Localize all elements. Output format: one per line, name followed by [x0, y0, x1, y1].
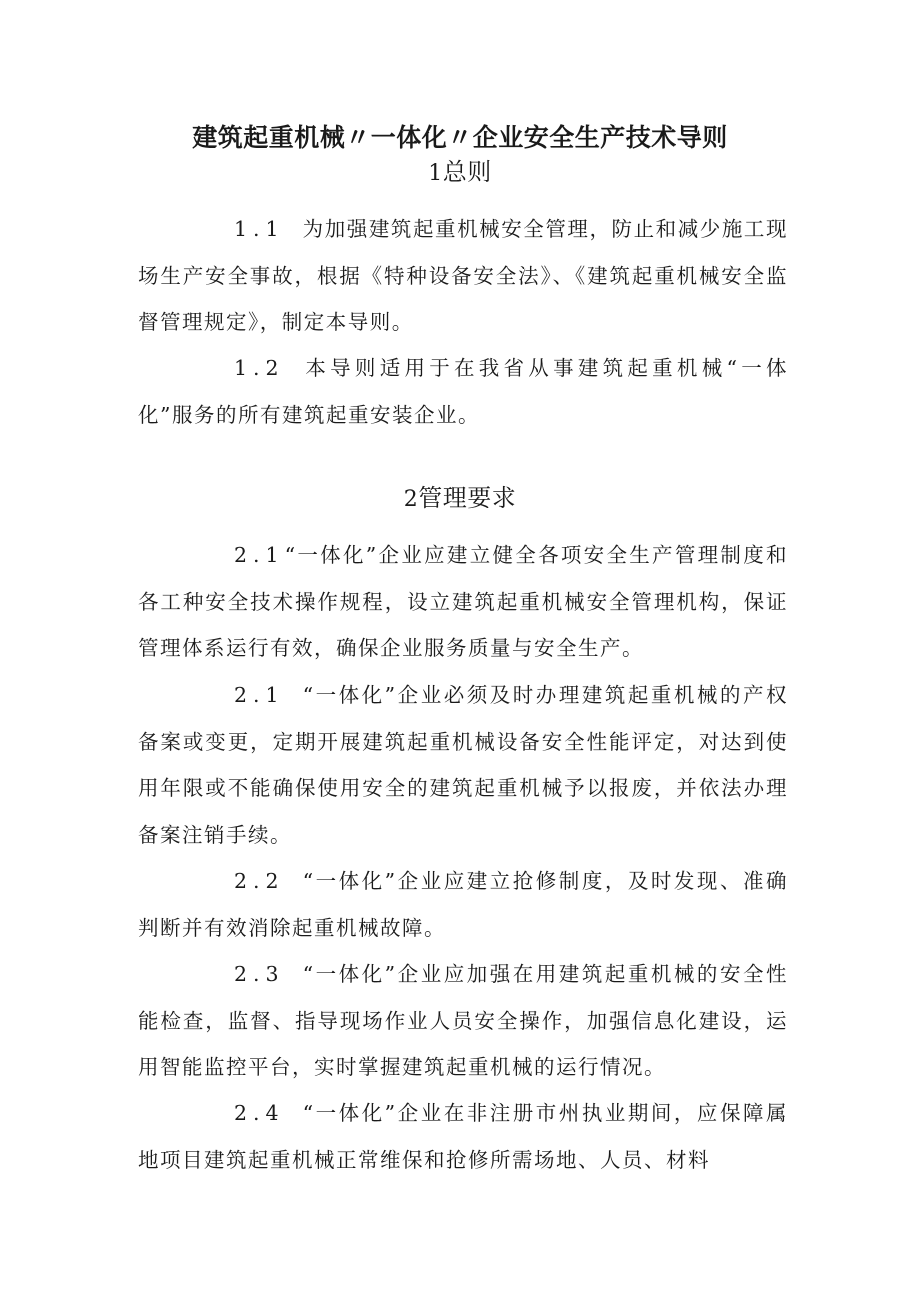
- section-1-number: 1: [428, 161, 443, 186]
- clause-2-4: [138, 1090, 788, 1183]
- clause-text: “一体化”企业应建立健全各项安全生产管理制度和各工种安全技术操作规程，设立建筑起重机械安全管理机构，保证管理体系运行有效，确保企业服务质量与安全生产。: [138, 543, 788, 660]
- clause-2-1-b: [138, 672, 788, 858]
- clause-text: “一体化”企业应建立抢修制度，及时发现、准确判断并有效消除起重机械故障。: [138, 869, 788, 940]
- section-2-heading: [0, 482, 920, 516]
- clause-number: 2.1: [234, 683, 285, 707]
- clause-1-1: [138, 206, 788, 346]
- clause-text: “一体化”企业在非注册市州执业期间，应保障属地项目建筑起重机械正常维保和抢修所需场地、人员、材料: [138, 1101, 788, 1172]
- section-2-title: 管理要求: [418, 484, 517, 512]
- section-1-title: 总则: [442, 158, 492, 186]
- clause-number: 2.1: [234, 543, 285, 567]
- clause-text: 本导则适用于在我省从事建筑起重机械“一体化”服务的所有建筑起重安装企业。: [138, 356, 788, 427]
- clause-number: 2.2: [234, 869, 285, 893]
- clause-text: “一体化”企业应加强在用建筑起重机械的安全性能检查，监督、指导现场作业人员安全操作，加强信息化建设，运用智能监控平台，实时掌握建筑起重机械的运行情况。: [138, 962, 788, 1079]
- section-2-number: 2: [403, 487, 419, 512]
- clause-2-1-a: [138, 532, 788, 672]
- clause-number: 1.2: [234, 356, 285, 380]
- clause-number: 2.3: [234, 962, 285, 986]
- clause-2-2: [138, 858, 788, 951]
- clause-1-2: [138, 345, 788, 438]
- clause-2-3: [138, 951, 788, 1091]
- document-title: 建筑起重机械〃一体化〃企业安全生产技术导则: [192, 123, 728, 152]
- clause-number: 2.4: [234, 1101, 285, 1125]
- clause-number: 1.1: [234, 217, 285, 241]
- clause-text: 为加强建筑起重机械安全管理，防止和减少施工现场生产安全事故，根据《特种设备安全法》、《建筑起重机械安全监督管理规定》，制定本导则。: [138, 217, 788, 334]
- clause-text: “一体化”企业必须及时办理建筑起重机械的产权备案或变更，定期开展建筑起重机械设备安全性能评定，对达到使用年限或不能确保使用安全的建筑起重机械予以报废，并依法办理备案注销手续。: [138, 683, 788, 847]
- section-1-heading: [0, 156, 920, 190]
